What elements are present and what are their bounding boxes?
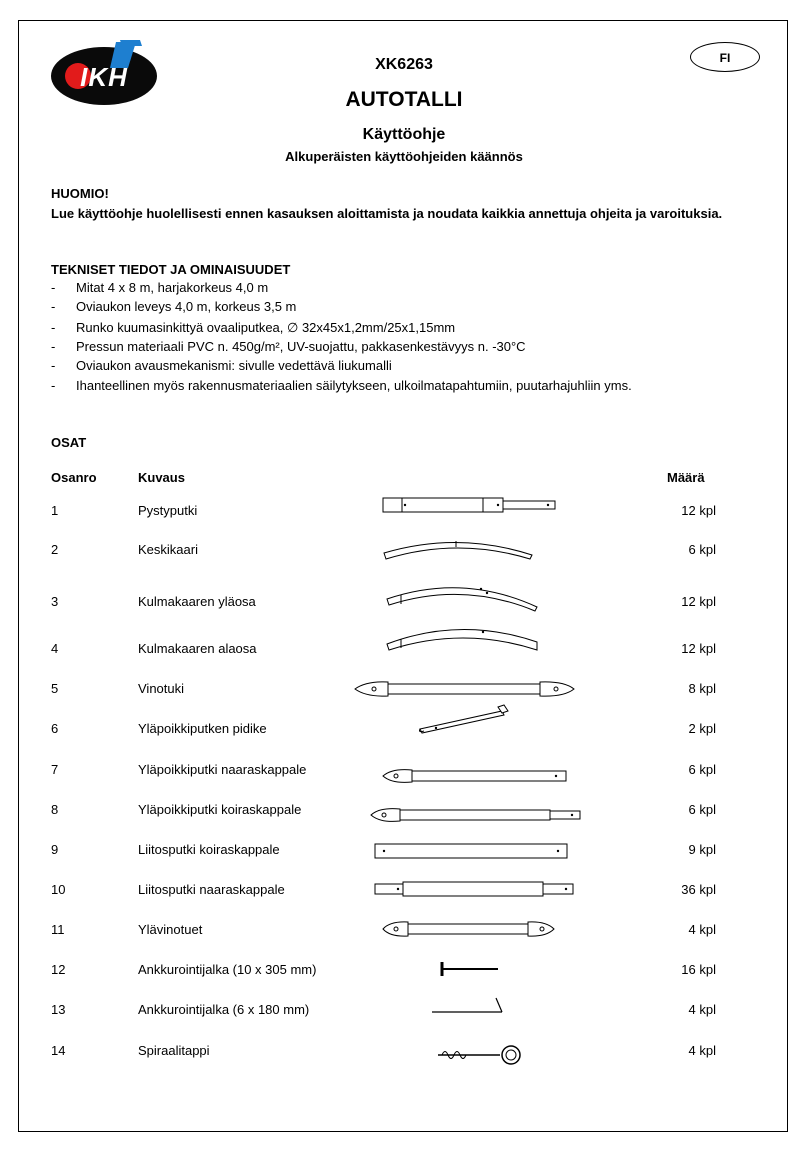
part-drawing-top-rail-male [368,804,584,826]
part-number: 1 [51,503,59,518]
part-quantity: 16 kpl [681,962,716,977]
part-quantity: 4 kpl [688,1002,716,1017]
spec-item: - Ihanteellinen myös rakennusmateriaalien säilytykseen, ulkoilmatapahtumiin, puutarhajuhliin yms. [51,378,632,393]
part-quantity: 9 kpl [688,842,716,857]
spec-item: - Runko kuumasinkittyä ovaaliputkea, ∅ 32x45x1,2mm/25x1,15mm [51,320,456,335]
translation-note: Alkuperäisten käyttöohjeiden käännös [285,149,523,164]
column-header-quantity: Määrä [667,470,705,485]
part-quantity: 8 kpl [688,681,716,696]
spec-item: - Pressun materiaali PVC n. 450g/m², UV-suojattu, pakkasenkestävyys n. -30°C [51,339,526,354]
column-header-number: Osanro [51,470,97,485]
part-description: Liitosputki koiraskappale [138,842,280,857]
part-description: Yläpoikkiputken pidike [138,721,267,736]
part-description: Vinotuki [138,681,185,696]
part-description: Keskikaari [138,542,198,557]
part-drawing-top-rail-holder [416,701,516,741]
part-quantity: 4 kpl [688,922,716,937]
part-quantity: 12 kpl [681,594,716,609]
logo-text: IKH [80,62,128,92]
part-number: 4 [51,641,59,656]
part-description: Kulmakaaren yläosa [138,594,256,609]
part-description: Liitosputki naaraskappale [138,882,285,897]
part-description: Ankkurointijalka (6 x 180 mm) [138,1002,310,1017]
part-number: 3 [51,594,59,609]
part-description: Ankkurointijalka (10 x 305 mm) [138,962,317,977]
part-number: 14 [51,1043,66,1058]
part-description: Pystyputki [138,503,198,518]
warning-heading: HUOMIO! [51,186,109,201]
part-drawing-center-arch [380,533,540,561]
part-drawing-connector-male [372,841,570,861]
part-quantity: 36 kpl [681,882,716,897]
part-drawing-corner-arch-upper [383,577,543,613]
part-number: 7 [51,762,59,777]
model-code: XK6263 [375,56,433,73]
column-header-description: Kuvaus [138,470,185,485]
part-number: 8 [51,802,59,817]
part-drawing-top-rail-female [380,765,572,787]
part-number: 10 [51,882,66,897]
part-number: 13 [51,1002,66,1017]
part-quantity: 12 kpl [681,503,716,518]
parts-heading: OSAT [51,435,87,450]
part-quantity: 6 kpl [688,762,716,777]
spec-item: - Oviaukon avausmekanismi: sivulle vedettävä liukumalli [51,358,392,373]
part-description: Yläpoikkiputki naaraskappale [138,762,307,777]
part-quantity: 6 kpl [688,542,716,557]
spec-item: - Oviaukon leveys 4,0 m, korkeus 3,5 m [51,299,297,314]
specs-heading: TEKNISET TIEDOT JA OMINAISUUDET [51,262,291,277]
part-quantity: 2 kpl [688,721,716,736]
part-number: 2 [51,542,59,557]
part-quantity: 12 kpl [681,641,716,656]
part-drawing-diagonal-brace [352,678,580,700]
warning-text: Lue käyttöohje huolellisesti ennen kasauksen aloittamista ja noudata kaikkia annettuja ohjeita ja varoituksia. [51,206,723,221]
part-number: 12 [51,962,66,977]
part-description: Ylävinotuet [138,922,203,937]
part-number: 5 [51,681,59,696]
part-description: Kulmakaaren alaosa [138,641,257,656]
part-quantity: 6 kpl [688,802,716,817]
part-drawing-corner-arch-lower [383,620,543,656]
page-subtitle: Käyttöohje [362,126,446,143]
part-description: Yläpoikkiputki koiraskappale [138,802,302,817]
spec-item: - Mitat 4 x 8 m, harjakorkeus 4,0 m [51,280,269,295]
page-border [18,20,788,1132]
part-drawing-upright-pipe [380,496,560,516]
part-number: 6 [51,721,59,736]
part-drawing-spiral-peg [434,1040,526,1070]
part-drawing-upper-diagonal-brace [380,918,558,940]
part-drawing-anchor-stake-large [436,958,502,980]
part-description: Spiraalitappi [138,1043,210,1058]
part-number: 11 [51,922,65,937]
language-badge: FI [690,42,760,72]
part-drawing-anchor-stake-small [428,992,510,1018]
part-number: 9 [51,842,59,857]
part-drawing-connector-female [372,879,578,899]
page-title: AUTOTALLI [345,88,463,111]
part-quantity: 4 kpl [688,1043,716,1058]
